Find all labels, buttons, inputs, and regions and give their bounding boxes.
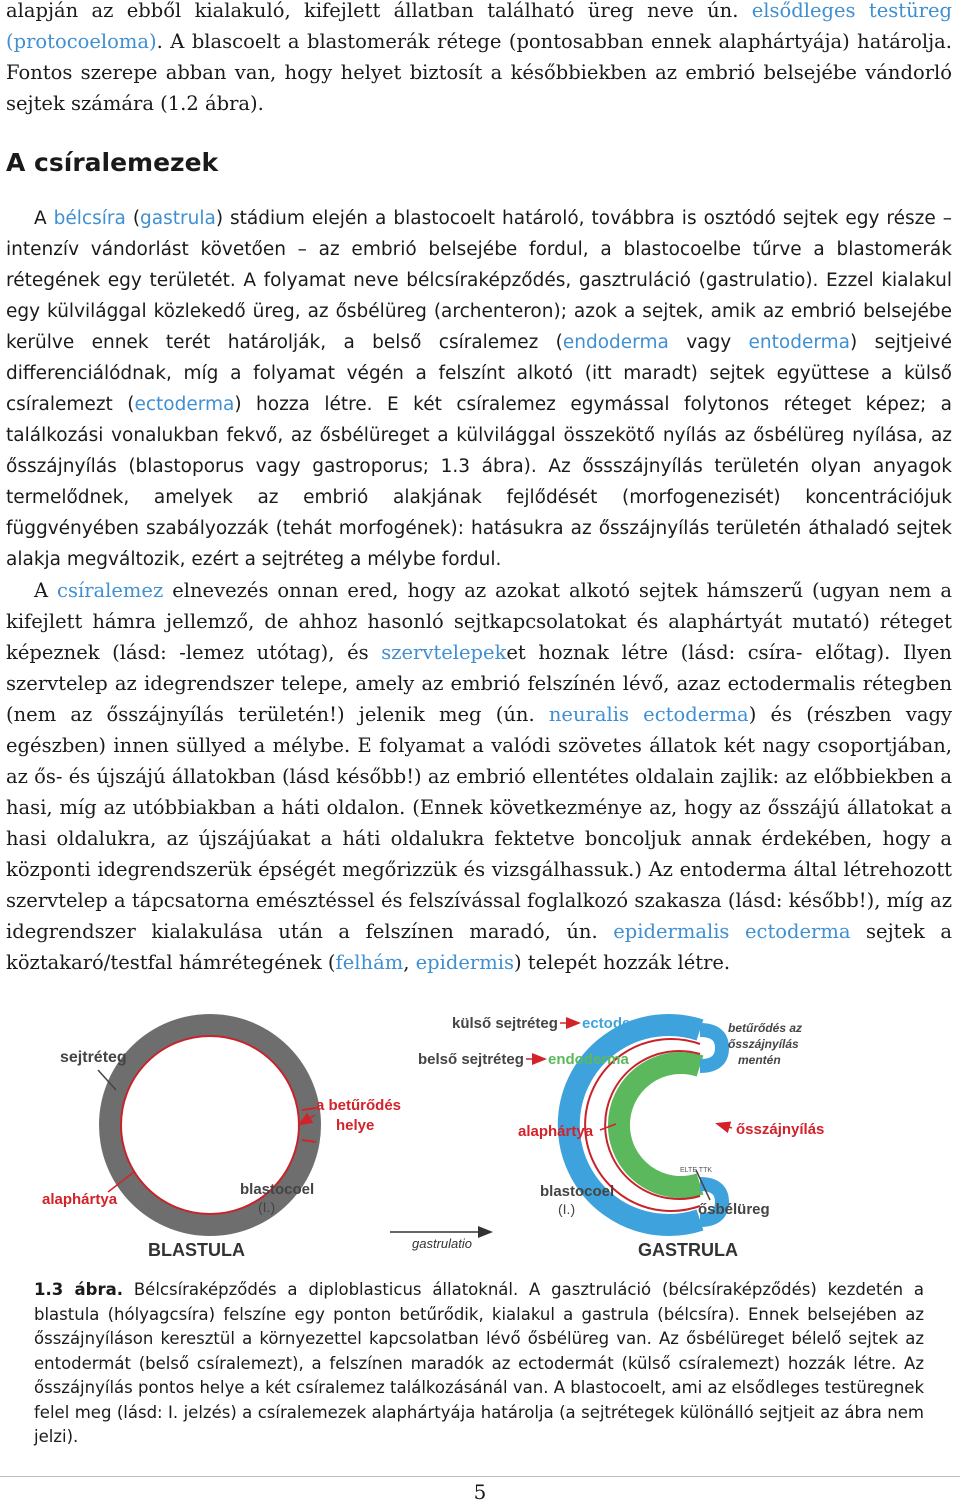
label-alaphartya-gastrula: alaphártya: [518, 1123, 594, 1140]
label-alaphartya-blastula: alaphártya: [42, 1191, 118, 1208]
gastrula-title: GASTRULA: [638, 1240, 738, 1260]
text-run: ) sejtjeivé differenciálódnak, míg a folyamat végén a felszínt alkotó (itt maradt) sejtek együttese a külső csíralemezt (: [6, 332, 952, 415]
caption-text: Bélcsíraképződés a diploblasticus állatoknál. A gasztruláció (bélcsíraképződés) kezdetén a blastula (hólyagcsíra) felszíne egy ponton betűrődik, kialakul a gastrula (bélcsíra). Ennek belsejében az ősszájnyíláson keresztül a környezettel kapcsolatban lévő ősbélüreg van. Az ősbélüreget bélelő sejtek az entodermát (belső csíralemezt), a felszínen maradók az ectodermát (külső csíralemezt) hozzák létre. Az ősszájnyílás pontos helye a két csíralemez találkozásánál van. A blastocoelt, ami az elsődleges testüregnek felel meg (lásd: I. jelzés) a csíralemezek alaphártyája határolja (a sejtrétegek különálló sejtjeit az ábra nem jelzi).: [34, 1280, 924, 1446]
text-run: elnevezés onnan ered, hogy az azokat alkotó sejtek hámszerű (ugyan nem a kifejlett hámra jellemző, de ahhoz hasonló sejtkapcsolatokat és alaphártyát mutató) réteget képeznek (lásd: -lemez utótag), és: [6, 579, 952, 664]
term-entoderma: entoderma: [748, 332, 850, 353]
term-epidermis: epidermis: [415, 951, 514, 974]
gastrulation-figure: [42, 1000, 900, 1270]
label-beturodes-gastrula-2: ősszájnyílás: [728, 1037, 799, 1051]
page-number: 5: [473, 1480, 487, 1504]
label-kulso-sejtreteg: külső sejtréteg: [452, 1015, 558, 1032]
term-csiralemez: csíralemez: [57, 579, 164, 602]
term-neuralis-ectoderma: neuralis ectoderma: [548, 703, 749, 726]
germ-layer-paragraph: [6, 575, 952, 978]
text-run: ) és (részben vagy egészben) innen süllyed a mélybe. E folyamat a valódi szövetes állatok két nagy csoportjában, az ős- és újszájú állatokban (lásd később!) az embrió ellentétes oldalain zajlik: az előbbiekben a hasi, míg az utóbbiakban a háti oldalon. (Ennek következménye az, hogy az ősszájú állatokat a hasi oldalukra, az újszájúakat a háti oldalukra fektetve boncoljuk annak érdekében, hogy a központi idegrendszerük épségét megőrizzük és vizsgálhassuk.) Az entoderma által létrehozott szervtelep a tápcsatorna emésztéssel és felszívással foglalkozó szakasza (lásd: később!), míg az idegrendszer kialakulása után a felszínen maradó, ún.: [6, 703, 952, 943]
label-belso-sejtreteg: belső sejtréteg: [418, 1051, 524, 1068]
term-elsodleges-testureg: elsődleges testüreg (protocoeloma): [6, 0, 953, 53]
label-ectoderma: ectoderma: [582, 1015, 658, 1032]
text-run: sejtek a köztakaró/testfal hámrétegének (: [6, 920, 952, 974]
term-belcsira: bélcsíra: [53, 208, 126, 229]
label-beturodes-gastrula-3: mentén: [738, 1053, 781, 1067]
label-sejtreteg: sejtréteg: [60, 1049, 127, 1066]
text-run: ,: [403, 951, 416, 974]
arrow-to-osszajnyilas: [718, 1124, 732, 1128]
label-blastocoel-blastula: blastocoel: [240, 1181, 315, 1198]
caption-label: 1.3 ábra.: [34, 1280, 124, 1299]
blastula-diagram: [42, 1025, 401, 1260]
term-gastrula: gastrula: [140, 208, 216, 229]
text-run: alapján az ebből kialakuló, kifejlett állatban található üreg neve ún.: [6, 0, 752, 22]
text-run: . A blascoelt a blastomerák rétege (pontosabban ennek alaphártyája) határolja. Fontos szerepe abban van, hogy helyet biztosít a későbbiekben az embrió belsejébe vándorló sejtek számára (1.2 ábra).: [6, 30, 952, 115]
term-epidermalis-ectoderma: epidermalis ectoderma: [613, 920, 851, 943]
label-blastocoel-gastrula: blastocoel: [540, 1183, 615, 1200]
term-endoderma: endoderma: [562, 332, 669, 353]
label-osbelureg: ősbélüreg: [698, 1201, 770, 1218]
label-gastrulatio: gastrulatio: [412, 1236, 472, 1251]
text-run: A: [34, 579, 58, 602]
term-ectoderma: ectoderma: [134, 394, 235, 415]
label-beturodes-1: a betűrődés: [316, 1097, 402, 1114]
text-run: vagy: [668, 332, 749, 353]
label-endoderma: endoderma: [548, 1051, 629, 1068]
term-szervtelep: szervtelepek: [381, 641, 507, 664]
footer-divider: [0, 1476, 960, 1477]
text-run: ) telepét hozzák létre.: [513, 951, 731, 974]
blastopore-lip-top: [700, 1030, 722, 1066]
text-run: ) hozza létre. E két csíralemez egymással folytonos réteget képez; a találkozási vonalukban fekvő, az ősbélüreget a külvilággal összekötő nyílás az ősbélüreg nyílása, az ősszájnyílás (blastoporus vagy gastroporus; 1.3 ábra). Az őssszájnyílás területén olyan anyagok termelődnek, amelyek az embrió alakjának fejlődését (morfogenezisét) koncentrációjuk függvényében szabályozzák (tehát morfogének): hatásukra az ősszájnyílás területén áthaladó sejtek alakja megváltozik, ezért a sejtréteg a mélybe fordul.: [6, 394, 952, 570]
label-osszajnyilas: ősszájnyílás: [736, 1121, 825, 1138]
intro-paragraph: [6, 0, 952, 119]
figure-caption: [34, 1278, 924, 1450]
text-run: (: [125, 208, 141, 229]
section-heading: A csíralemezek: [6, 148, 219, 177]
blastula-title: BLASTULA: [148, 1240, 245, 1260]
gastrulation-paragraph: [6, 203, 952, 575]
gastrula-diagram: [418, 1015, 824, 1260]
text-run: A: [34, 208, 54, 229]
elte-logo-text: ELTE TTK: [680, 1167, 713, 1174]
text-run: et hoznak létre (lásd: csíra- előtag). Ilyen szervtelep az idegrendszer telepe, amely az embrió felszínén lévő, azaz ectodermalis rétegben (nem az ősszájnyílás területén!) jelenik meg (ún.: [6, 641, 952, 726]
label-blastocoel-mark: (I.): [258, 1199, 276, 1215]
term-felham: felhám: [335, 951, 404, 974]
label-beturodes-2: helye: [336, 1117, 375, 1134]
text-run: ) stádium elején a blastocoelt határoló, továbbra is osztódó sejtek egy része – intenzív vándorlást követően – az embrió belsejébe fordul, a blastocoelbe tűrve a blastomerák rétegének egy területét. A folyamat neve bélcsíraképződés, gasztruláció (gastrulatio). Ezzel kialakul egy külvilággal közlekedő üreg, az ősbélüreg (archenteron); azok a sejtek, amik az embrió belsejébe kerülve ennek terét határolják, a belső csíralemez (: [6, 208, 952, 353]
label-beturodes-gastrula-1: betűrődés az: [728, 1021, 803, 1035]
label-blastocoel-mark-gastrula: (I.): [558, 1201, 576, 1217]
